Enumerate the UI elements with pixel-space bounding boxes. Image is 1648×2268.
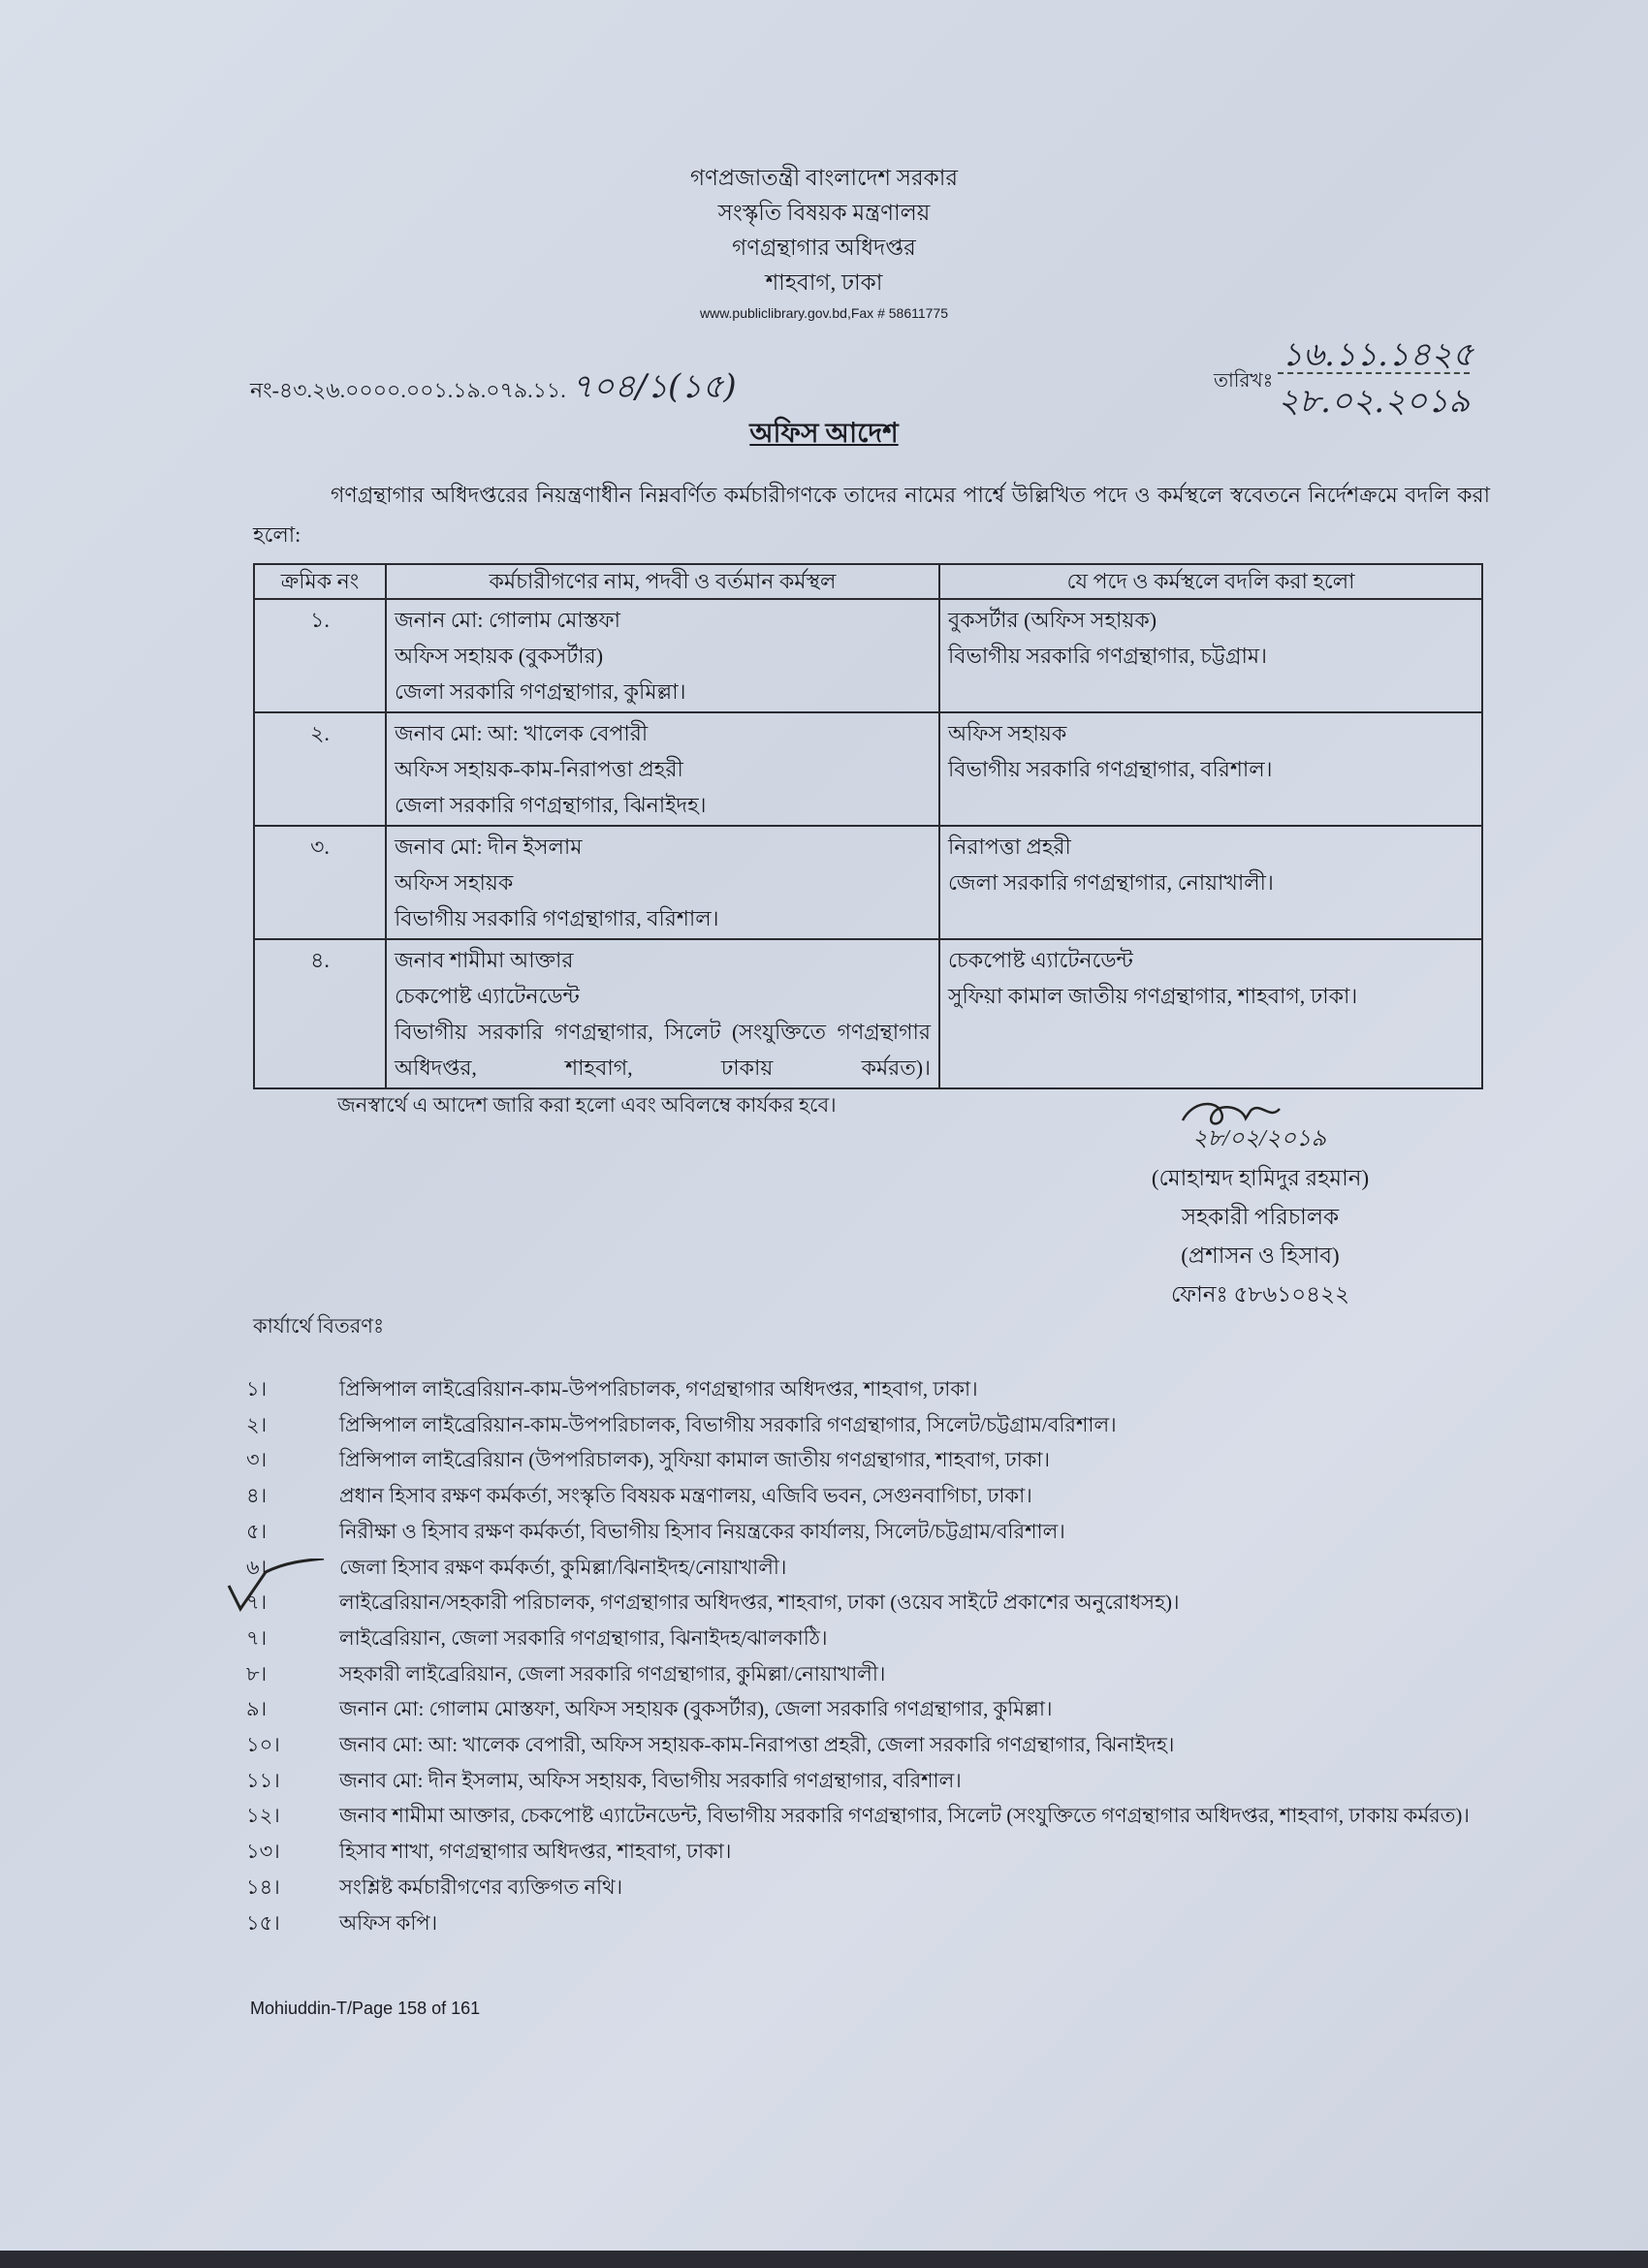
item-number: ৭। [246,1591,268,1615]
serial-number: ২. [254,712,386,826]
signature-date: ২৮/০২/২০১৯ [1192,1126,1327,1150]
distribution-item [246,1656,1506,1692]
date-label: তারিখঃ [1214,370,1274,392]
cell-line: অফিস সহায়ক-কাম-নিরাপত্তা প্রহরী [395,757,683,781]
title-text: অফিস আদেশ [749,419,899,449]
item-text: অফিস কপি। [339,1910,438,1935]
distribution-item [246,1798,1506,1834]
reference-handwritten: ৭০৪/১(১৫) [571,367,737,406]
item-number: ৯। [246,1697,268,1721]
item-number: ১৪। [246,1874,280,1899]
serial-number: ৪. [254,939,386,1088]
serial-number: ৩. [254,826,386,939]
col-serial: ক্রমিক নং [254,564,386,599]
distribution-item [246,1870,1506,1906]
distribution-item [246,1550,1506,1586]
cell-line: চেকপোষ্ট এ্যাটেনডেন্ট [395,984,580,1008]
cell-line: বিভাগীয় সরকারি গণগ্রন্থাগার, বরিশাল। [948,757,1273,781]
item-number: ১। [246,1377,268,1401]
cell-line: নিরাপত্তা প্রহরী [948,835,1071,859]
cell-line: বিভাগীয় সরকারি গণগ্রন্থাগার, চট্টগ্রাম। [948,644,1267,668]
item-text: জনাব মো: আ: খালেক বেপারী, অফিস সহায়ক-কাম-নিরাপত্তা প্রহরী, জেলা সরকারি গণগ্রন্থাগার, ঝিনাইদহ। [339,1733,1175,1757]
serial-number: ১. [254,599,386,712]
item-text: নিরীক্ষা ও হিসাব রক্ষণ কর্মকর্তা, বিভাগীয় হিসাব নিয়ন্ত্রকের কার্যালয়, সিলেট/চট্টগ্রাম/বরিশাল। [339,1519,1065,1543]
distribution-list [246,1371,1506,1940]
signatory-designation: সহকারী পরিচালক [1181,1205,1340,1229]
new-post-cell [939,599,1482,712]
current-post-cell [386,826,939,939]
cell-line: সুফিয়া কামাল জাতীয় গণগ্রন্থাগার, শাহবাগ, ঢাকা। [948,984,1358,1008]
distribution-item [246,1834,1506,1870]
scan-edge [0,2251,1648,2268]
cell-line: বিভাগীয় সরকারি গণগ্রন্থাগার, বরিশাল। [395,906,719,930]
item-text: লাইব্রেরিয়ান, জেলা সরকারি গণগ্রন্থাগার, ঝিনাইদহ/ঝালকাঠি। [339,1625,828,1650]
cell-line: জনাব মো: দীন ইসলাম [395,835,583,859]
distribution-item [246,1371,1506,1407]
item-number: ৬। [246,1555,268,1579]
new-post-cell [939,712,1482,826]
cell-line: জনান মো: গোলাম মোস্তফা [395,608,620,632]
signatory-block [1095,1159,1425,1314]
item-text: প্রিন্সিপাল লাইব্রেরিয়ান (উপপরিচালক), সুফিয়া কামাল জাতীয় গণগ্রন্থাগার, শাহবাগ, ঢাকা। [339,1448,1051,1472]
cell-line: জেলা সরকারি গণগ্রন্থাগার, কুমিল্লা। [395,679,686,704]
item-text: প্রধান হিসাব রক্ষণ কর্মকর্তা, সংস্কৃতি বিষয়ক মন্ত্রণালয়, এজিবি ভবন, সেগুনবাগিচা, ঢাকা। [339,1484,1032,1508]
cell-line: বিভাগীয় সরকারি গণগ্রন্থাগার, সিলেট (সংযুক্তিতে গণগ্রন্থাগার অধিদপ্তর, শাহবাগ, ঢাকায় কর্মরত)। [395,1020,931,1080]
item-text: হিসাব শাখা, গণগ্রন্থাগার অধিদপ্তর, শাহবাগ, ঢাকা। [339,1840,732,1864]
item-text: প্রিন্সিপাল লাইব্রেরিয়ান-কাম-উপপরিচালক, গণগ্রন্থাগার অধিদপ্তর, শাহবাগ, ঢাকা। [339,1377,978,1401]
current-post-cell [386,939,939,1088]
item-text: সংশ্লিষ্ট কর্মচারীগণের ব্যক্তিগত নথি। [339,1874,623,1899]
date-gregorian: ২৮.০২.২০১৯ [1278,372,1470,431]
item-number: ১৫। [246,1910,280,1935]
govt-name: গণপ্রজাতন্ত্রী বাংলাদেশ সরকার [689,166,959,190]
item-number: ১১। [246,1768,280,1792]
distribution-item [246,1407,1506,1443]
table-header-row [254,564,1482,599]
distribution-item [246,1727,1506,1763]
item-text: প্রিন্সিপাল লাইব্রেরিয়ান-কাম-উপপরিচালক, বিভাগীয় সরকারি গণগ্রন্থাগার, সিলেট/চট্টগ্রাম/বরিশাল। [339,1412,1117,1436]
item-text: জনাব মো: দীন ইসলাম, অফিস সহায়ক, বিভাগীয় সরকারি গণগ্রন্থাগার, বরিশাল। [339,1768,962,1792]
cell-line: জনাব শামীমা আক্তার [395,948,574,972]
cell-line: জেলা সরকারি গণগ্রন্থাগার, নোয়াখালী। [948,870,1274,895]
page-title [0,412,1648,457]
page-footer: Mohiuddin-T/Page 158 of 161 [250,1999,481,2018]
reference-printed: নং-৪৩.২৬.০০০০.০০১.১৯.০৭৯.১১. [250,378,566,402]
distribution-item [246,1763,1506,1799]
signatory-name: (মোহাম্মদ হামিদুর রহমান) [1151,1166,1370,1190]
cell-line: বুকসর্টার (অফিস সহায়ক) [948,608,1157,632]
cell-line: অফিস সহায়ক [948,721,1067,745]
cell-line: অফিস সহায়ক [395,870,514,895]
new-post-cell [939,939,1482,1088]
signature-icon [1125,1091,1406,1150]
item-text: জনাব শামীমা আক্তার, চেকপোষ্ট এ্যাটেনডেন্ট, বিভাগীয় সরকারি গণগ্রন্থাগার, সিলেট (সংযুক্তিতে গণগ্রন্থাগার অধিদপ্তর, শাহবাগ, ঢাকায় কর্মরত)। [339,1804,1470,1828]
letterhead [0,161,1648,326]
checkmark-icon [227,1559,333,1617]
col-new: যে পদে ও কর্মস্থলে বদলি করা হলো [939,564,1482,599]
new-post-cell [939,826,1482,939]
transfer-table [253,563,1483,1089]
reference-number [250,362,737,417]
cell-line: জেলা সরকারি গণগ্রন্থাগার, ঝিনাইদহ। [395,793,707,817]
department-name: গণগ্রন্থাগার অধিদপ্তর [732,236,916,260]
item-number: ৮। [246,1661,268,1685]
item-text: জেলা হিসাব রক্ষণ কর্মকর্তা, কুমিল্লা/ঝিনাইদহ/নোয়াখালী। [339,1555,787,1579]
distribution-item [246,1621,1506,1656]
item-text: জনান মো: গোলাম মোস্তফা, অফিস সহায়ক (বুকসর্টার), জেলা সরকারি গণগ্রন্থাগার, কুমিল্লা। [339,1697,1053,1721]
current-post-cell [386,712,939,826]
distribution-item [246,1691,1506,1727]
distribution-item [246,1585,1506,1621]
item-number: ১৩। [246,1840,280,1864]
table-row [254,599,1482,712]
cell-line: চেকপোষ্ট এ্যাটেনডেন্ট [948,948,1133,972]
item-number: ৭। [246,1625,268,1650]
ministry-name: সংস্কৃতি বিষয়ক মন্ত্রণালয় [717,201,931,225]
item-text: লাইব্রেরিয়ান/সহকারী পরিচালক, গণগ্রন্থাগার অধিদপ্তর, শাহবাগ, ঢাকা (ওয়েব সাইটে প্রকাশের অনুরোধসহ)। [339,1591,1180,1615]
distribution-item [246,1906,1506,1941]
table-row [254,826,1482,939]
date-bangla: ১৬.১১.১৪২৫ [1282,335,1474,374]
distribution-item [246,1478,1506,1514]
item-number: ১০। [246,1733,280,1757]
table-row [254,712,1482,826]
cell-line: অফিস সহায়ক (বুকসর্টার) [395,644,604,668]
address: শাহবাগ, ঢাকা [765,270,883,295]
intro-paragraph: গণগ্রন্থাগার অধিদপ্তরের নিয়ন্ত্রণাধীন নিম্নবর্ণিত কর্মচারীগণকে তাদের নামের পার্শ্বে উল্লিখিত পদে ও কর্মস্থলে স্ববেতনে নির্দেশক্রমে বদলি করা হলো: [253,483,1490,547]
item-number: ২। [246,1412,268,1436]
item-number: ১২। [246,1804,280,1828]
signatory-phone: ফোনঃ ৫৮৬১০৪২২ [1170,1282,1350,1307]
current-post-cell [386,599,939,712]
item-number: ৪। [246,1484,268,1508]
item-text: সহকারী লাইব্রেরিয়ান, জেলা সরকারি গণগ্রন্থাগার, কুমিল্লা/নোয়াখালী। [339,1661,886,1685]
order-note: জনস্বার্থে এ আদেশ জারি করা হলো এবং অবিলম্বে কার্যকর হবে। [337,1093,837,1117]
signatory-section: (প্রশাসন ও হিসাব) [1181,1244,1340,1268]
cell-line: জনাব মো: আ: খালেক বেপারী [395,721,649,745]
distribution-item [246,1442,1506,1478]
item-number: ৩। [246,1448,268,1472]
col-current: কর্মচারীগণের নাম, পদবী ও বর্তমান কর্মস্থল [386,564,939,599]
distribution-item [246,1514,1506,1550]
item-number: ৫। [246,1519,268,1543]
website-fax: www.publiclibrary.gov.bd,Fax # 58611775 [699,305,949,321]
distribution-heading: কার্যার্থে বিতরণঃ [253,1314,385,1338]
table-row [254,939,1482,1088]
